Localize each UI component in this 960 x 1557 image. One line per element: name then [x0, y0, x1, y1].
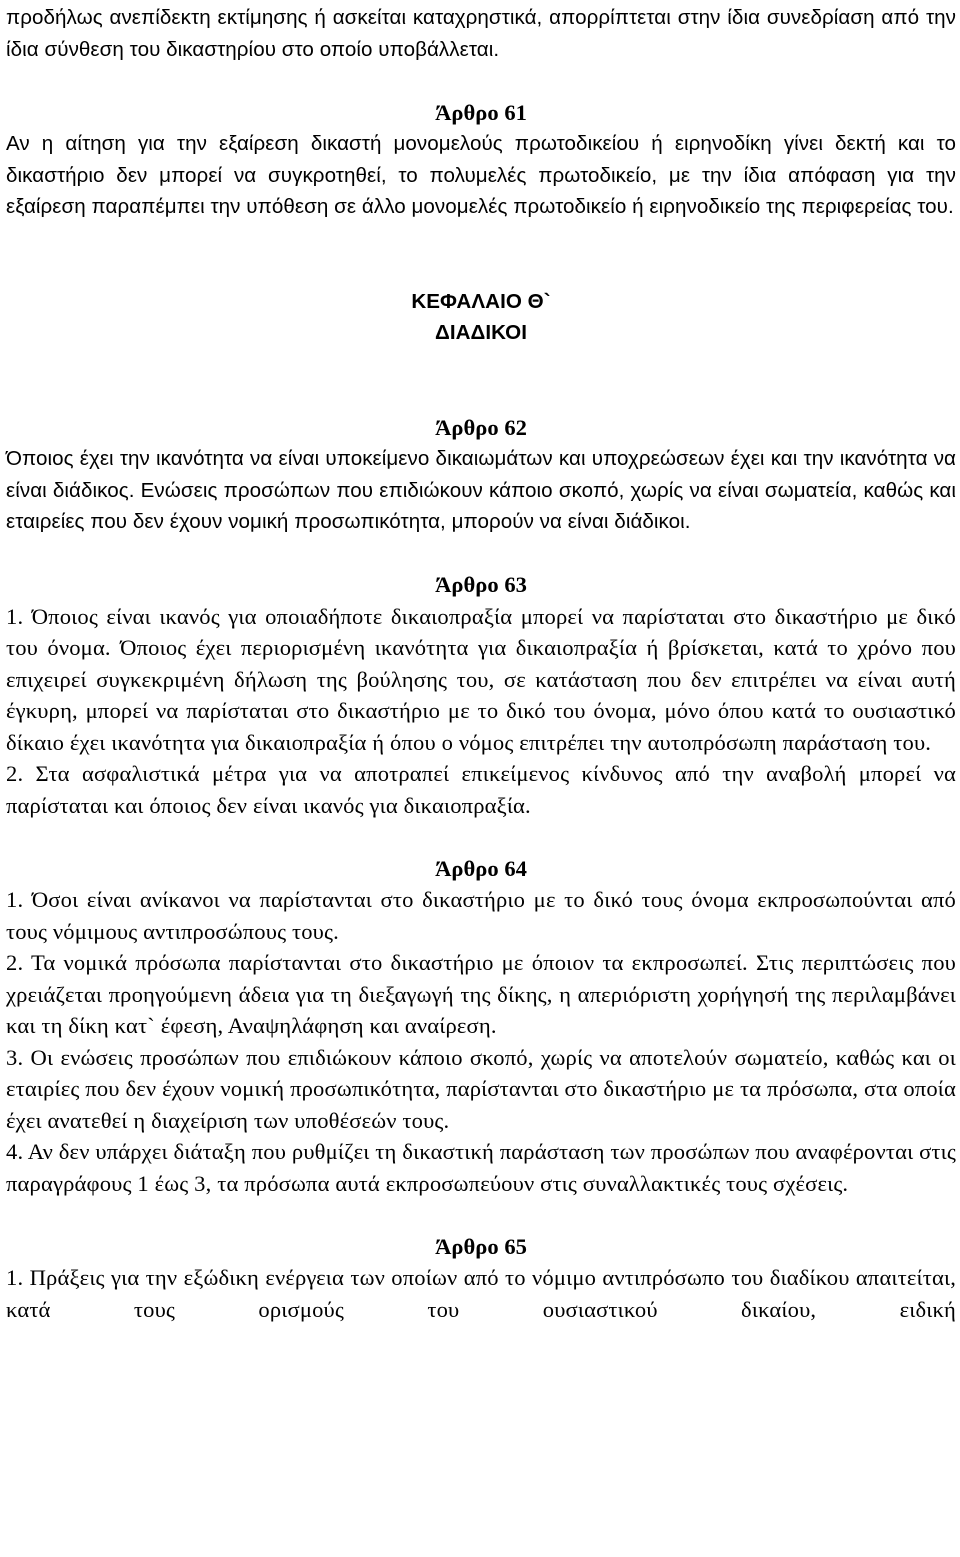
spacer	[6, 1199, 956, 1231]
article-65-title: Άρθρο 65	[435, 1233, 527, 1259]
article-64-title: Άρθρο 64	[435, 855, 527, 881]
intro-paragraph: προδήλως ανεπίδεκτη εκτίμησης ή ασκείται καταχρηστικά, απορρίπτεται στην ίδια συνεδρίαση από την ίδια σύνθεση του δικαστηρίου στο οποίο υποβάλλεται.	[6, 6, 956, 61]
article-64-paragraph-2: 2. Τα νομικά πρόσωπα παρίστανται στο δικαστήριο με όποιον τα εκπροσωπεί. Στις περιπτώσεις που χρειάζεται προηγούμενη άδεια για τη διεξαγωγή της δίκης, η απεριόριστη χορήγησή της περιλαμβάνει και τη δίκη κατ` έφεση, Αναψηλάφηση και αναίρεση.	[6, 950, 956, 1038]
spacer	[6, 380, 956, 412]
article-61-title: Άρθρο 61	[435, 99, 527, 125]
article-62-title: Άρθρο 62	[435, 414, 527, 440]
chapter-subtitle: ΔΙΑΔΙΚΟΙ	[435, 321, 527, 344]
spacer	[6, 349, 956, 381]
article-63-paragraph-1: 1. Όποιος είναι ικανός για οποιαδήποτε δικαιοπραξία μπορεί να παρίσταται στο δικαστήριο με δικό του όνομα. Όποιος έχει περιορισμένη ικανότητα για δικαιοπραξία ή βρίσκεται, κατά το χρόνο που επιχειρεί συγκεκριμένη δήλωση της βούλησης του, σε κατάσταση που δεν επιτρέπει να είναι αυτή έγκυρη, μπορεί να παρίσταται στο δικαστήριο με το δικό του όνομα, μόνο όπου κατά το ουσιαστικό δίκαιο έχει ικανότητα για δικαιοπραξία ή όπου ο νόμος επιτρέπει την αυτοπρόσωπη παράσταση του.	[6, 603, 956, 755]
chapter-title: ΚΕΦΑΛΑΙΟ Θ`	[411, 289, 551, 313]
article-62-text: Όποιος έχει την ικανότητα να είναι υποκείμενο δικαιωμάτων και υποχρεώσεων έχει και την ικανότητα να είναι διάδικος. Ενώσεις προσώπων που επιδιώκουν κάποιο σκοπό, χωρίς να είναι σωματεία, καθώς και εταιρείες που δεν έχουν νομική προσωπικότητα, μπορούν να είναι διάδικοι.	[6, 447, 956, 533]
spacer	[6, 223, 956, 255]
spacer	[6, 821, 956, 853]
article-63-paragraph-2: 2. Στα ασφαλιστικά μέτρα για να αποτραπεί επικείμενος κίνδυνος από την αναβολή μπορεί να παρίσταται και όποιος δεν είναι ικανός για δικαιοπραξία.	[6, 761, 956, 818]
article-64-paragraph-3: 3. Οι ενώσεις προσώπων που επιδιώκουν κάποιο σκοπό, χωρίς να αποτελούν σωματείο, καθώς και οι εταιρίες που δεν έχουν νομική προσωπικότητα, παρίστανται στο δικαστήριο με τα πρόσωπα, στα οποία έχει ανατεθεί η διαχείριση των υποθέσεών τους.	[6, 1044, 956, 1133]
document-page	[6, 2, 956, 1325]
article-65-paragraph-1: 1. Πράξεις για την εξώδικη ενέργεια των οποίων από το νόμιμο αντιπρόσωπο του διαδίκου απαιτείται, κατά τους ορισμούς του ουσιαστικού δικαίου, ειδική	[6, 1265, 956, 1322]
article-63-title: Άρθρο 63	[435, 572, 527, 597]
spacer	[6, 538, 956, 570]
spacer	[6, 254, 956, 286]
article-61-text: Αν η αίτηση για την εξαίρεση δικαστή μονομελούς πρωτοδικείου ή ειρηνοδίκη γίνει δεκτή και το δικαστήριο δεν μπορεί να συγκροτηθεί, το πολυμελές πρωτοδικείο, με την ίδια απόφαση για την εξαίρεση παραπέμπει την υπόθεση σε άλλο μονομελές πρωτοδικείο ή ειρηνοδικείο της περιφερείας του.	[6, 132, 956, 218]
spacer	[6, 65, 956, 97]
article-64-paragraph-4: 4. Αν δεν υπάρχει διάταξη που ρυθμίζει τη δικαστική παράσταση των προσώπων που αναφέρονται στις παραγράφους 1 έως 3, τα πρόσωπα αυτά εκπροσωπεύουν στις συναλλακτικές τους σχέσεις.	[6, 1139, 956, 1196]
article-64-paragraph-1: 1. Όσοι είναι ανίκανοι να παρίστανται στο δικαστήριο με το δικό τους όνομα εκπροσωπούνται από τους νόμιμους αντιπροσώπους τους.	[6, 887, 956, 944]
